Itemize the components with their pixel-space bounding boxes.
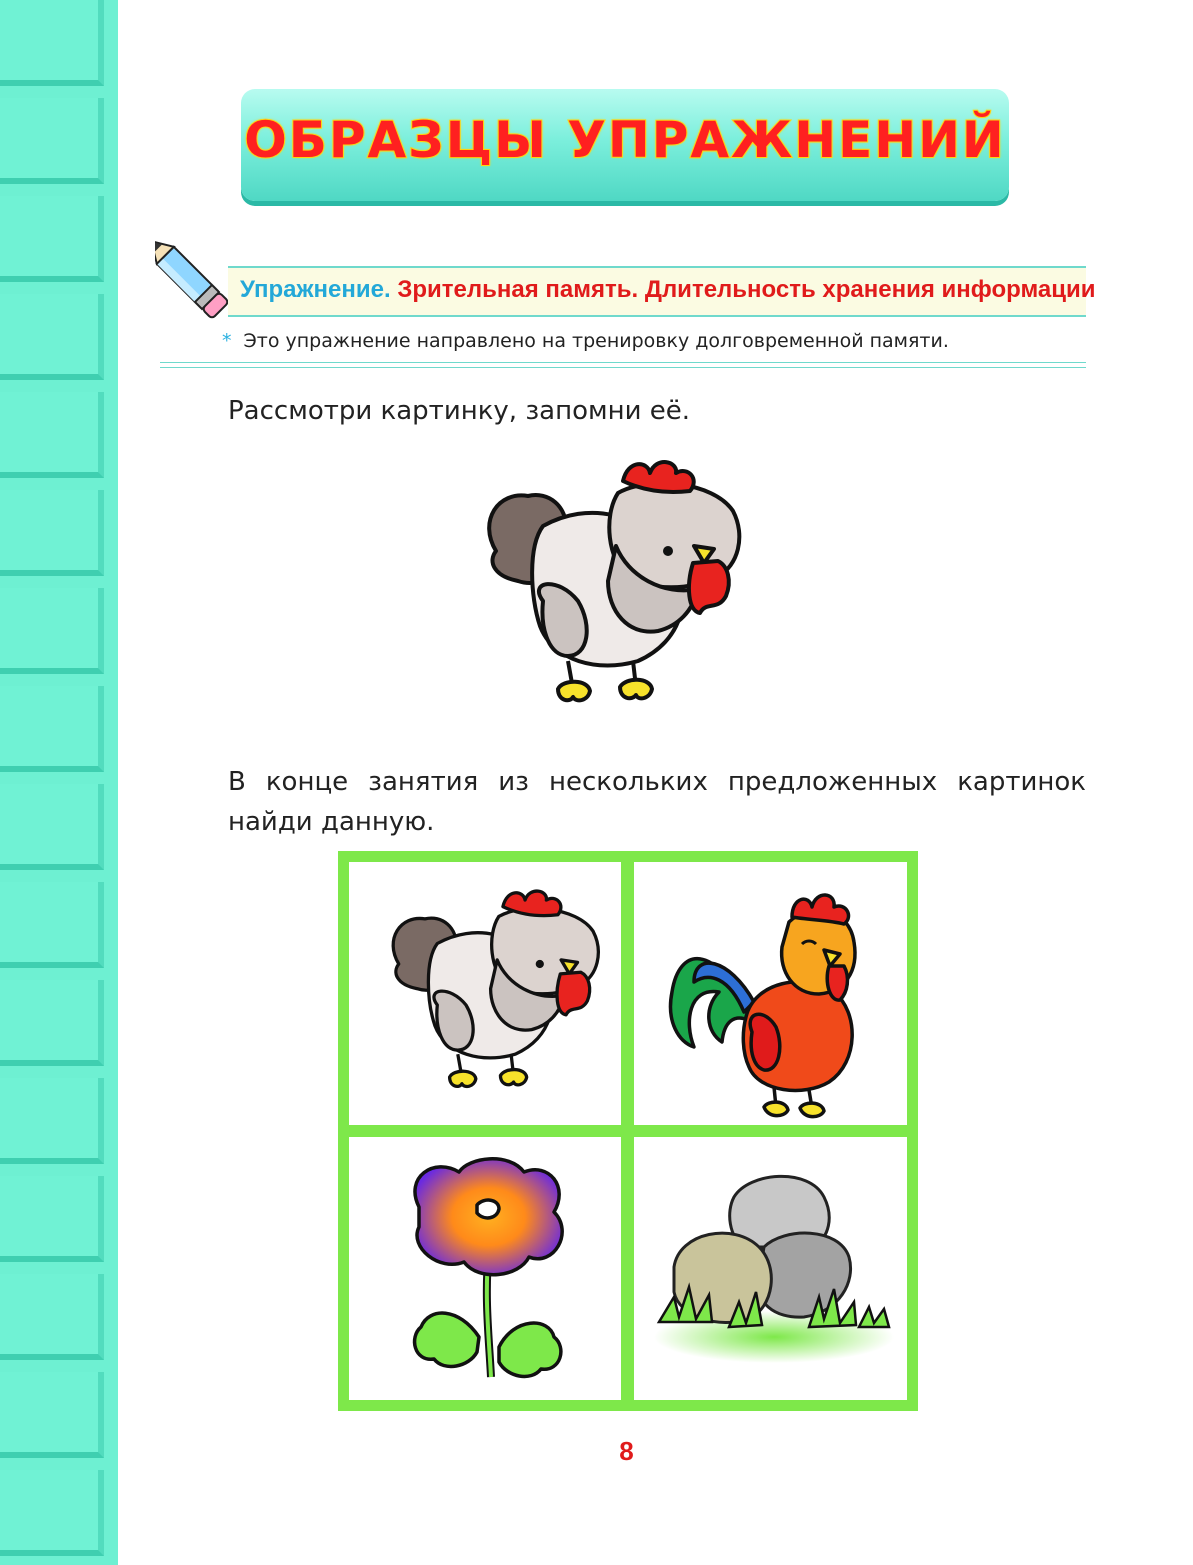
option-hen[interactable]	[349, 862, 621, 1125]
strip-tile	[0, 0, 104, 86]
page-number: 8	[619, 1436, 634, 1466]
hen-illustration	[478, 451, 748, 716]
strip-tile	[0, 588, 104, 674]
hen-icon	[349, 862, 621, 1125]
instruction-second: В конце занятия из нескольких предложенных картинок найди данную.	[228, 767, 1086, 837]
divider	[160, 367, 1086, 368]
exercise-topic: Зрительная память. Длительность хранения информации	[397, 276, 1096, 303]
strip-tile	[0, 98, 104, 184]
strip-tile	[0, 980, 104, 1066]
strip-tile	[0, 784, 104, 870]
title-banner	[241, 89, 1009, 201]
strip-tile	[0, 1176, 104, 1262]
page-title: ОБРАЗЦЫ УПРАЖНЕНИЙ	[244, 111, 1006, 169]
pansy-flower-icon	[349, 1137, 621, 1400]
option-stones[interactable]	[634, 1137, 907, 1400]
exercise-header	[228, 266, 1096, 317]
divider	[160, 362, 1086, 363]
stones-in-grass-icon	[634, 1137, 907, 1400]
option-flower[interactable]	[349, 1137, 621, 1400]
pencil-icon	[155, 235, 235, 335]
rooster-icon	[634, 862, 907, 1125]
strip-tile	[0, 1078, 104, 1164]
choice-grid	[338, 851, 918, 1411]
instruction-first: Рассмотри картинку, запомни её.	[228, 396, 691, 426]
side-decor-strip	[0, 0, 118, 1565]
exercise-kind: Упражнение.	[240, 276, 391, 303]
strip-tile	[0, 196, 104, 282]
exercise-note	[222, 330, 949, 352]
asterisk-icon: *	[222, 330, 232, 352]
strip-tile	[0, 392, 104, 478]
strip-tile	[0, 490, 104, 576]
option-rooster[interactable]	[634, 862, 907, 1125]
note-text: Это упражнение направлено на тренировку долговременной памяти.	[243, 330, 949, 352]
strip-tile	[0, 686, 104, 772]
strip-tile	[0, 294, 104, 380]
strip-tile	[0, 1470, 104, 1556]
strip-tile	[0, 1274, 104, 1360]
strip-tile	[0, 882, 104, 968]
exercise-label	[240, 276, 1096, 304]
